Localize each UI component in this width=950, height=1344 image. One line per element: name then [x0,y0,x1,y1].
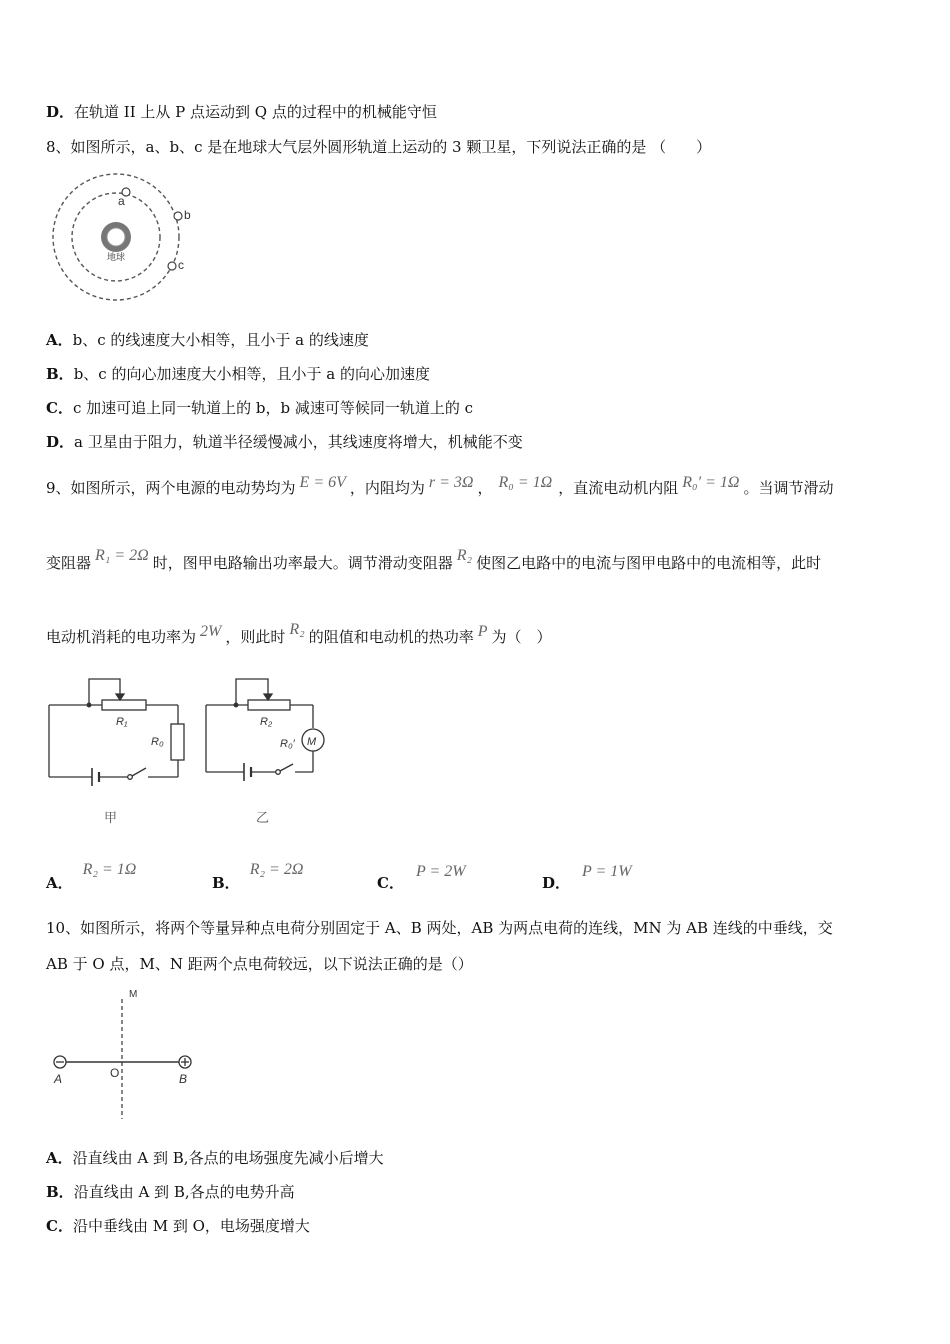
option-label: B． [46,365,74,383]
q10-stem-line2: AB 于 O 点，M、N 距两个点电荷较远，以下说法正确的是（） [46,955,473,973]
q9-circuit-figure [44,672,334,832]
q9-option-d [542,860,632,892]
eq-emf: E = 6V [299,474,346,491]
option-text: c 加速可追上同一轨道上的 b，b 减速可等候同一轨道上的 c [72,399,474,417]
q8-orbit-figure [44,170,204,310]
option-text: 沿直线由 A 到 B,各点的电势升高 [73,1183,295,1201]
eq-2w: 2W [200,623,222,640]
text: 使图乙电路中的电流与图甲电路中的电流相等，此时 [476,554,822,572]
option-label: A． [46,1149,73,1167]
option-label: D． [46,103,75,121]
q9-stem-line3 [46,621,552,648]
q9-stem-line1 [46,474,834,499]
label-b: B [179,1072,188,1086]
satellite-b-label: b [184,208,191,222]
option-text: 在轨道 II 上从 P 点运动到 Q 点的过程中的机械能守恒 [74,103,437,121]
option-text: 沿中垂线由 M 到 O，电场强度增大 [72,1217,310,1235]
satellite-c-icon [168,262,176,270]
option-label: D． [46,433,75,451]
label-m: M [129,989,138,1000]
text: 。当调节滑动 [743,479,834,497]
text: 为（ ） [491,628,552,646]
eq-r2: R₂ [456,547,473,564]
q8-option-b [46,364,430,384]
option-label: D． [542,874,571,892]
option-eq: P = 2W [415,863,466,880]
text: ，则此时 [225,628,286,646]
option-text: a 卫星由于阻力，轨道半径缓慢减小，其线速度将增大，机械能不变 [74,433,523,451]
text: ， [477,479,493,497]
label-o: O [110,1066,120,1080]
circuit-yi [206,679,324,781]
q10-stem-line1: 10、如图所示，将两个等量异种点电荷分别固定于 A、B 两处，AB 为两点电荷的连线，MN 为 AB 连线的中垂线，交 [46,919,833,937]
text: 电动机消耗的电功率为 [46,628,197,646]
circuit-jia [49,679,184,786]
satellite-c-label: c [178,258,184,272]
text: ，内阻均为 [349,479,425,497]
option-label: C． [377,874,404,892]
text: 9、如图所示，两个电源的电动势均为 [46,479,296,497]
option-label: C． [46,1217,73,1235]
q10-option-b [46,1182,295,1202]
eq-p: P [477,623,488,640]
option-label: C． [46,399,73,417]
q9-stem-line2 [46,547,822,574]
option-eq: R₂ = 2Ω [249,861,304,878]
motor-label: M [307,736,317,748]
option-label: A． [46,331,73,349]
q9-option-a [46,858,137,892]
q8-option-a [46,330,369,350]
option-text: 沿直线由 A 到 B,各点的电场强度先减小后增大 [72,1149,384,1167]
r1-resistor [102,700,146,710]
caption-jia: 甲 [104,810,118,825]
q8-option-c [46,398,473,418]
eq-internal-r: r = 3Ω [428,474,474,491]
satellite-b-icon [174,212,182,220]
option-label: B． [46,1183,74,1201]
eq-r1: R₁ = 2Ω [95,547,149,564]
r0-resistor [171,724,184,760]
option-label: A． [46,874,73,892]
option-text: b、c 的向心加速度大小相等，且小于 a 的向心加速度 [73,365,430,383]
q9-option-b [212,858,304,892]
option-eq: P = 1W [582,863,632,880]
text: ，直流电动机内阻 [558,479,679,497]
satellite-a-label: a [118,194,125,208]
r2-resistor [248,700,290,710]
r1-label: R₁ [116,716,128,728]
text: 的阻值和电动机的热功率 [308,628,474,646]
r0-prime-label: R₀′ [280,738,295,750]
label-a: A [54,1072,63,1086]
text: 时，图甲电路输出功率最大。调节滑动变阻器 [152,554,453,572]
caption-yi: 乙 [256,810,270,825]
option-eq: R₂ = 1Ω [82,861,137,878]
eq-r2: R₂ [289,621,305,638]
eq-r0: R₀ = 1Ω [498,474,553,491]
q8-stem: 8、如图所示，a、b、c 是在地球大气层外圆形轨道上运动的 3 颗卫星，下列说法正确的是 （ ） [46,138,712,156]
q9-option-c [377,860,466,892]
earth-label: 地球 [106,252,126,262]
r2-label: R₂ [260,716,273,728]
option-text: b、c 的线速度大小相等，且小于 a 的线速度 [72,331,369,349]
eq-r0-prime: R₀′ = 1Ω [682,474,740,491]
q8-option-d [46,432,523,452]
q10-option-a [46,1148,384,1168]
q10-charges-figure [44,985,214,1120]
option-label: B． [212,874,240,892]
q7-option-d [46,102,437,122]
r0-label: R₀ [151,736,164,748]
text: 变阻器 [46,554,92,572]
q10-option-c [46,1216,310,1236]
